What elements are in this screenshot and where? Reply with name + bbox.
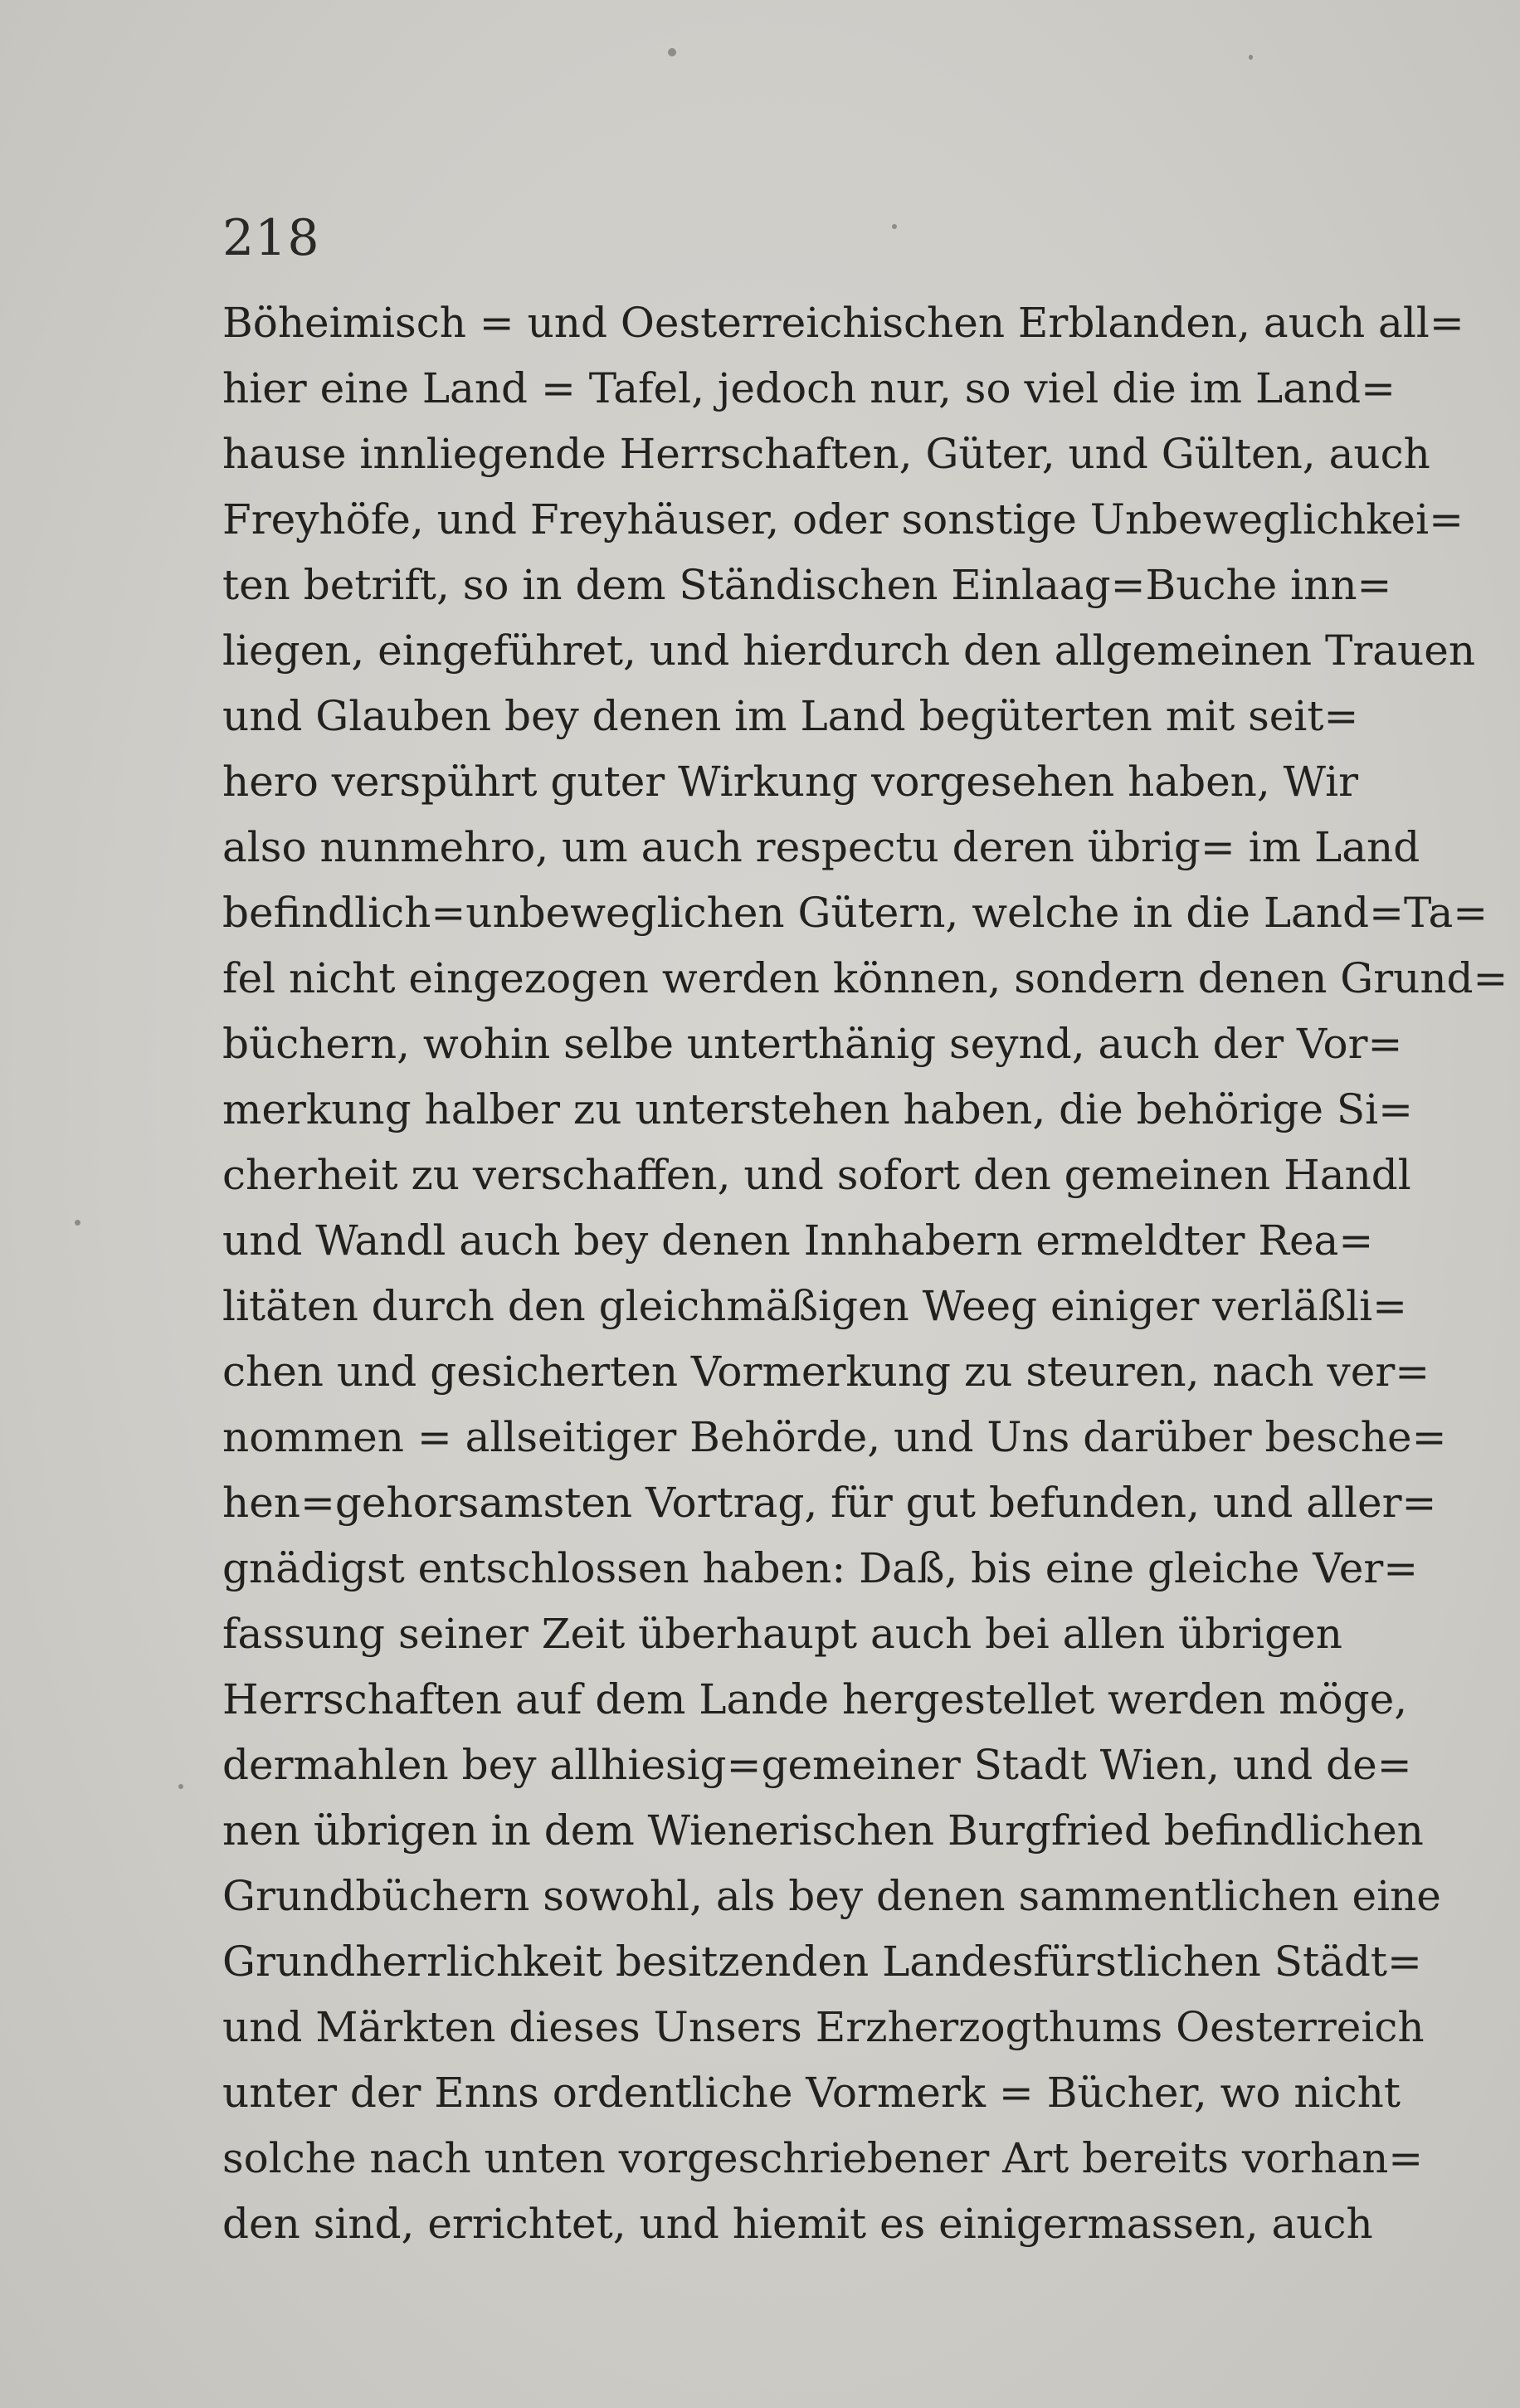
paper-speck (892, 224, 897, 229)
paper-speck (668, 48, 676, 56)
text-line: Grundherrlichkeit besitzenden Landesfürstlichen Städt= (222, 1938, 1422, 1986)
text-line: chen und gesicherten Vormerkung zu steuren, nach ver= (222, 1348, 1430, 1396)
text-line: cherheit zu verschaffen, und sofort den gemeinen Handl (222, 1151, 1411, 1199)
text-line: nen übrigen in dem Wienerischen Burgfried befindlichen (222, 1806, 1424, 1855)
text-line: gnädigst entschlossen haben: Daß, bis eine gleiche Ver= (222, 1544, 1419, 1592)
text-line: büchern, wohin selbe unterthänig seynd, auch der Vor= (222, 1020, 1403, 1068)
text-line: Freyhöfe, und Freyhäuser, oder sonstige Unbeweglichkei= (222, 495, 1464, 544)
text-line: Herrschaften auf dem Lande hergestellet werden möge, (222, 1675, 1408, 1723)
text-line: litäten durch den gleichmäßigen Weeg einiger verläßli= (222, 1282, 1408, 1330)
text-line: also nunmehro, um auch respectu deren übrig= im Land (222, 823, 1420, 871)
text-line: hause innliegende Herrschaften, Güter, und Gülten, auch (222, 430, 1430, 478)
text-line: und Wandl auch bey denen Innhabern ermeldter Rea= (222, 1216, 1374, 1265)
text-line: nommen = allseitiger Behörde, und Uns darüber besche= (222, 1413, 1447, 1461)
text-line: hen=gehorsamsten Vortrag, für gut befunden, und aller= (222, 1479, 1437, 1527)
text-line: liegen, eingeführet, und hierdurch den allgemeinen Trauen (222, 626, 1476, 675)
text-line: merkung halber zu unterstehen haben, die behörige Si= (222, 1085, 1414, 1133)
text-line: solche nach unten vorgeschriebener Art bereits vorhan= (222, 2134, 1424, 2182)
text-line: fel nicht eingezogen werden können, sondern denen Grund= (222, 954, 1508, 1002)
page-number: 218 (222, 209, 320, 267)
paper-speck (75, 1220, 80, 1226)
paper-speck (1249, 55, 1253, 60)
text-line: hero verspührt guter Wirkung vorgesehen haben, Wir (222, 758, 1359, 806)
text-line: fassung seiner Zeit überhaupt auch bei allen übrigen (222, 1610, 1342, 1658)
text-line: Böheimisch = und Oesterreichischen Erblanden, auch all= (222, 299, 1464, 347)
text-line: unter der Enns ordentliche Vormerk = Bücher, wo nicht (222, 2069, 1401, 2117)
text-line: den sind, errichtet, und hiemit es einigermassen, auch (222, 2200, 1373, 2248)
text-line: hier eine Land = Tafel, jedoch nur, so viel die im Land= (222, 364, 1396, 412)
text-line: ten betrift, so in dem Ständischen Einlaag=Buche inn= (222, 561, 1392, 609)
paper-speck (178, 1784, 183, 1789)
text-line: befindlich=unbeweglichen Gütern, welche in die Land=Ta= (222, 889, 1488, 937)
text-line: dermahlen bey allhiesig=gemeiner Stadt Wien, und de= (222, 1741, 1412, 1789)
text-line: Grundbüchern sowohl, als bey denen sammentlichen eine (222, 1872, 1441, 1920)
text-line: und Märkten dieses Unsers Erzherzogthums Oesterreich (222, 2003, 1425, 2051)
text-line: und Glauben bey denen im Land begüterten mit seit= (222, 692, 1359, 740)
body-text (222, 290, 1508, 2257)
